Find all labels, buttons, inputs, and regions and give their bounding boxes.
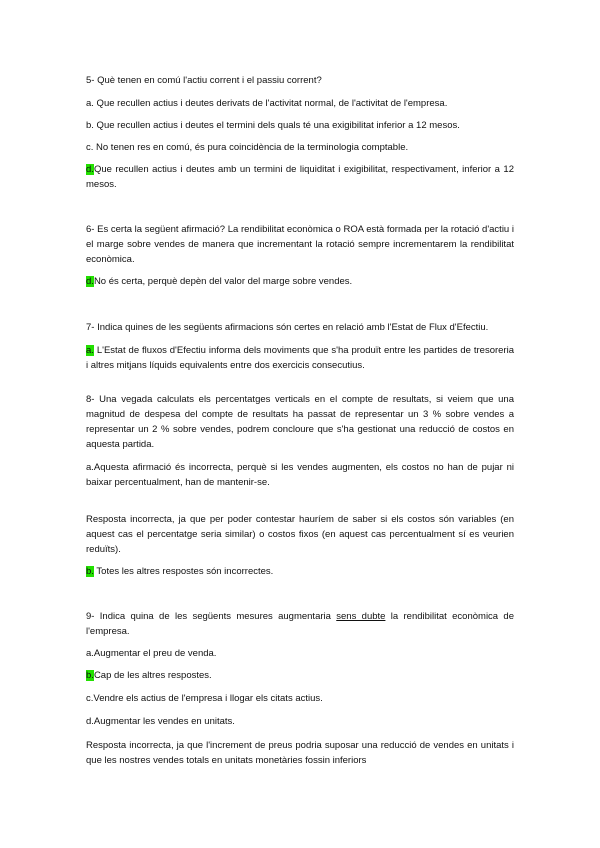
question-6-answer-text: No és certa, perquè depèn del valor del marge sobre vendes. bbox=[93, 276, 353, 287]
question-5-option-b: b. Que recullen actius i deutes el termini dels quals té una exigibilitat inferior a 12 mesos. bbox=[86, 120, 460, 131]
question-9-option-d: d.Augmentar les vendes en unitats. bbox=[86, 716, 235, 727]
question-7-answer-text: L'Estat de fluxos d'Efectiu informa dels moviments que s'ha produït entre les partides de tresoreria i altres mitjans líquids equivalents entre dos exercicis consecutius. bbox=[86, 345, 514, 371]
question-8-answer-text: Totes les altres respostes són incorrectes. bbox=[93, 566, 274, 577]
question-7-answer bbox=[86, 343, 514, 373]
emphasis-underline: sens dubte bbox=[336, 611, 386, 622]
answer-highlight: d. bbox=[86, 276, 94, 287]
question-5-option-c: c. No tenen res en comú, és pura coincidència de la terminologia comptable. bbox=[86, 142, 409, 153]
answer-highlight: b. bbox=[86, 670, 94, 681]
question-9-option-a: a.Augmentar el preu de venda. bbox=[86, 648, 217, 659]
question-8-option-a: a.Aquesta afirmació és incorrecta, perquè si les vendes augmenten, els costos no han de pujar ni baixar percentualment, han de mantenir-se. bbox=[86, 462, 514, 488]
question-8-note: Resposta incorrecta, ja que per poder contestar hauríem de saber si els costos són variables (en aquest cas el percentatge seria similar) o costos fixos (en aquest cas percentualment sí es veurien reduïts). bbox=[86, 514, 514, 555]
answer-highlight: d. bbox=[86, 164, 94, 175]
question-9-answer bbox=[86, 668, 514, 683]
question-6-answer bbox=[86, 274, 514, 289]
question-9-title: 9- Indica quina de les següents mesures augmentaria sens dubte la rendibilitat econòmica de l'empresa. bbox=[86, 611, 514, 637]
question-8-answer bbox=[86, 564, 514, 579]
answer-highlight: b. bbox=[86, 566, 94, 577]
question-9-option-c: c.Vendre els actius de l'empresa i llogar els citats actius. bbox=[86, 693, 323, 704]
question-9-answer-text: Cap de les altres respostes. bbox=[93, 670, 212, 681]
question-5-option-a: a. Que recullen actius i deutes derivats de l'activitat normal, de l'activitat de l'empresa. bbox=[86, 98, 448, 109]
question-8-title: 8- Una vegada calculats els percentatges verticals en el compte de resultats, si veiem que una magnitud de despesa del compte de resultats ha passat de representar un 3 % sobre vendes a representar un 2 % sobre vendes, podrem concloure que s'ha gestionat una reducció de costos en aquesta partida. bbox=[86, 394, 514, 450]
question-5-option-d bbox=[86, 162, 514, 192]
answer-highlight: a. bbox=[86, 345, 94, 356]
question-5-option-d-text: Que recullen actius i deutes amb un termini de liquiditat i exigibilitat, respectivament, inferior a 12 mesos. bbox=[86, 164, 514, 190]
question-9-note: Resposta incorrecta, ja que l'increment de preus podria suposar una reducció de vendes en unitats i que les nostres vendes totals en unitats monetàries fossin inferiors bbox=[86, 740, 514, 766]
question-7-title: 7- Indica quines de les següents afirmacions són certes en relació amb l'Estat de Flux d'Efectiu. bbox=[86, 322, 489, 333]
question-5-title: 5- Què tenen en comú l'actiu corrent i el passiu corrent? bbox=[86, 75, 322, 86]
question-6-title: 6- Es certa la següent afirmació? La rendibilitat econòmica o ROA està formada per la rotació d'actiu i el marge sobre vendes de manera que incrementant la rotació sempre incrementarem la rendibilitat econòmica. bbox=[86, 224, 514, 265]
